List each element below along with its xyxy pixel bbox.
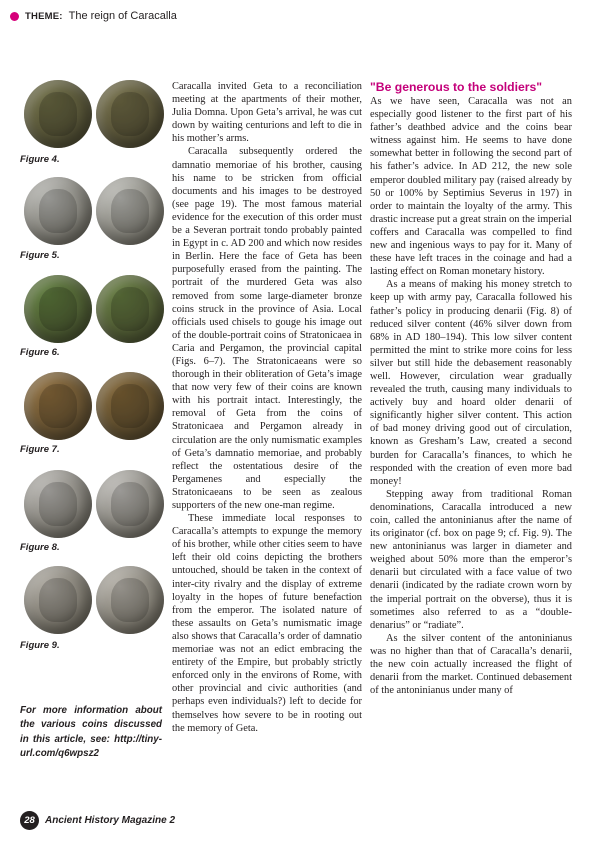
paragraph: As we have seen, Caracalla was not an especially good listener to the first part of his father’s deathbed advice and the coins bear witness against him. He seems to have done somewhat better in following the second part of his father’s advice. In AD 212, the new sole emperor doubled military pay (raised already by 50 or 100% by Septimius Severus in 197) in order to maintain the loyalty of the army. This drastic increase put a great strain on the imperial coffers and Caracalla was compelled to find new and ingenious ways to pay for it. Many of these have left traces in the coinage and had a lasting effect on Roman monetary history. — [370, 96, 572, 278]
coin-obverse-image — [24, 566, 92, 634]
paragraph: These immediate local responses to Caracalla’s attempts to expunge the memory of his brother, while other cities seem to have left their old coins depicting the brothers untouched, should be taken in the context of inter-city rivalry and the display of extreme loyalty in the hopes of future benefaction from the emperor. The isolated nature of these assaults on Geta’s numismatic image also shows that Caracalla’s order of damnatio memoriae was not an edict embracing the entirety of the Empire, but probably strictly enforced only in the environs of Rome, with other provincial and civic authorities (and perhaps even individuals?) left to decide for themselves how severe to be in rooting out the memory of Geta. — [172, 513, 362, 734]
article-column-right — [370, 80, 572, 697]
coin-obverse-image — [24, 177, 92, 245]
paragraph: As the silver content of the antoninianus was no higher than that of Caracalla’s denarii, the new coin actually increased the flight of denarii from the market. Continued debasement of the antoninianus under many of — [370, 632, 572, 697]
coin-obverse-image — [24, 470, 92, 538]
theme-label: THEME: — [25, 10, 63, 22]
coin-pair-5 — [24, 177, 165, 253]
coin-pair-6 — [24, 275, 165, 351]
magazine-name: Ancient History Magazine 2 — [45, 814, 176, 826]
coin-obverse-image — [24, 275, 92, 343]
coin-reverse-image — [96, 372, 164, 440]
article-column-middle — [172, 80, 362, 735]
coin-pair-8 — [24, 470, 165, 546]
more-info-note: For more information about the various coins discussed in this article, see: http://tiny-url.com/q6wpsz2 — [20, 705, 162, 760]
coin-obverse-image — [24, 80, 92, 148]
coin-obverse-image — [24, 372, 92, 440]
coin-reverse-image — [96, 470, 164, 538]
page-footer — [20, 810, 175, 830]
paragraph: Caracalla subsequently ordered the damnatio memoriae of his brother, causing his name to be stricken from official documents and his images to be destroyed (see page 19). The most famous material evidence for the execution of this order must be a Severan portrait tondo probably painted in Egypt in c. AD 200 and which now resides in Berlin. Here the face of Geta has been purposefully erased from the painting. The portrait of the murdered Geta was also removed from some large-diameter bronze coins struck in the province of Asia. Local officials used chisels to gouge his image out of the double-portrait coins of Stratonicaea in Caria and Pergamon, the provincial capital (Figs. 6–7). The Stratonicaeans were so thorough in their obliteration of Geta’s image that now very few of their coins are known with his portrait intact. Interestingly, the removal of Geta from the coins of Stratonicaea and Pergamon already in circulation are the only numismatic examples of Geta’s damnatio memoriae, and probably reflect the ostentatious desire of the Pergamenes and especially the Stratonicaeans to be seen as zealous supporters of the new one-man regime. — [172, 146, 362, 511]
section-heading: "Be generous to the soldiers" — [370, 80, 543, 94]
figure-label: Figure 5. — [20, 250, 60, 261]
coin-pair-9 — [24, 566, 165, 642]
coin-reverse-image — [96, 80, 164, 148]
theme-title: The reign of Caracalla — [68, 10, 177, 22]
figure-label: Figure 4. — [20, 154, 60, 165]
coin-reverse-image — [96, 566, 164, 634]
figure-label: Figure 6. — [20, 347, 60, 358]
figure-label: Figure 9. — [20, 640, 60, 651]
figure-label: Figure 7. — [20, 444, 60, 455]
paragraph: Stepping away from traditional Roman denominations, Caracalla introduced a new coin, called the antoninianus after the name of its originator (cf. box on page 9; cf. Fig. 9). The new antoninianus was larger in diameter and weighed about 50% more than the emperor’s denarii but circulated with a face value of two denarii (indicated by the radiate crown worn by the imperial portrait on the obverse), thus it is sometimes also referred to as a “double-denarius” or “radiate”. — [370, 488, 572, 631]
coin-reverse-image — [96, 275, 164, 343]
theme-bullet-icon — [10, 12, 19, 21]
coin-reverse-image — [96, 177, 164, 245]
page-number: 28 — [20, 811, 39, 830]
coin-pair-7 — [24, 372, 165, 448]
coin-pair-4 — [24, 80, 165, 156]
paragraph: Caracalla invited Geta to a reconciliation meeting at the apartments of their mother, Julia Domna. Upon Geta’s arrival, he was cut down by waiting centurions and left to die in his mother’s arms. — [172, 81, 362, 145]
theme-header — [10, 8, 177, 24]
paragraph: As a means of making his money stretch to keep up with army pay, Caracalla followed his father’s policy in producing denarii (Fig. 8) of reduced silver content (46% silver down from 68% in AD 180–194). This low silver content permitted the mint to strike more coins for less silver but still hide the debasement reasonably well. However, circulation wear gradually revealed the truth, causing many individuals to actively buy and hoard older denarii of significantly higher silver content. This action of bad money driving good out of circulation, known as Gresham’s Law, created a second burden for Caracalla’s finances, to which he responded with the creation of even more bad money! — [370, 279, 572, 487]
figure-label: Figure 8. — [20, 542, 60, 553]
